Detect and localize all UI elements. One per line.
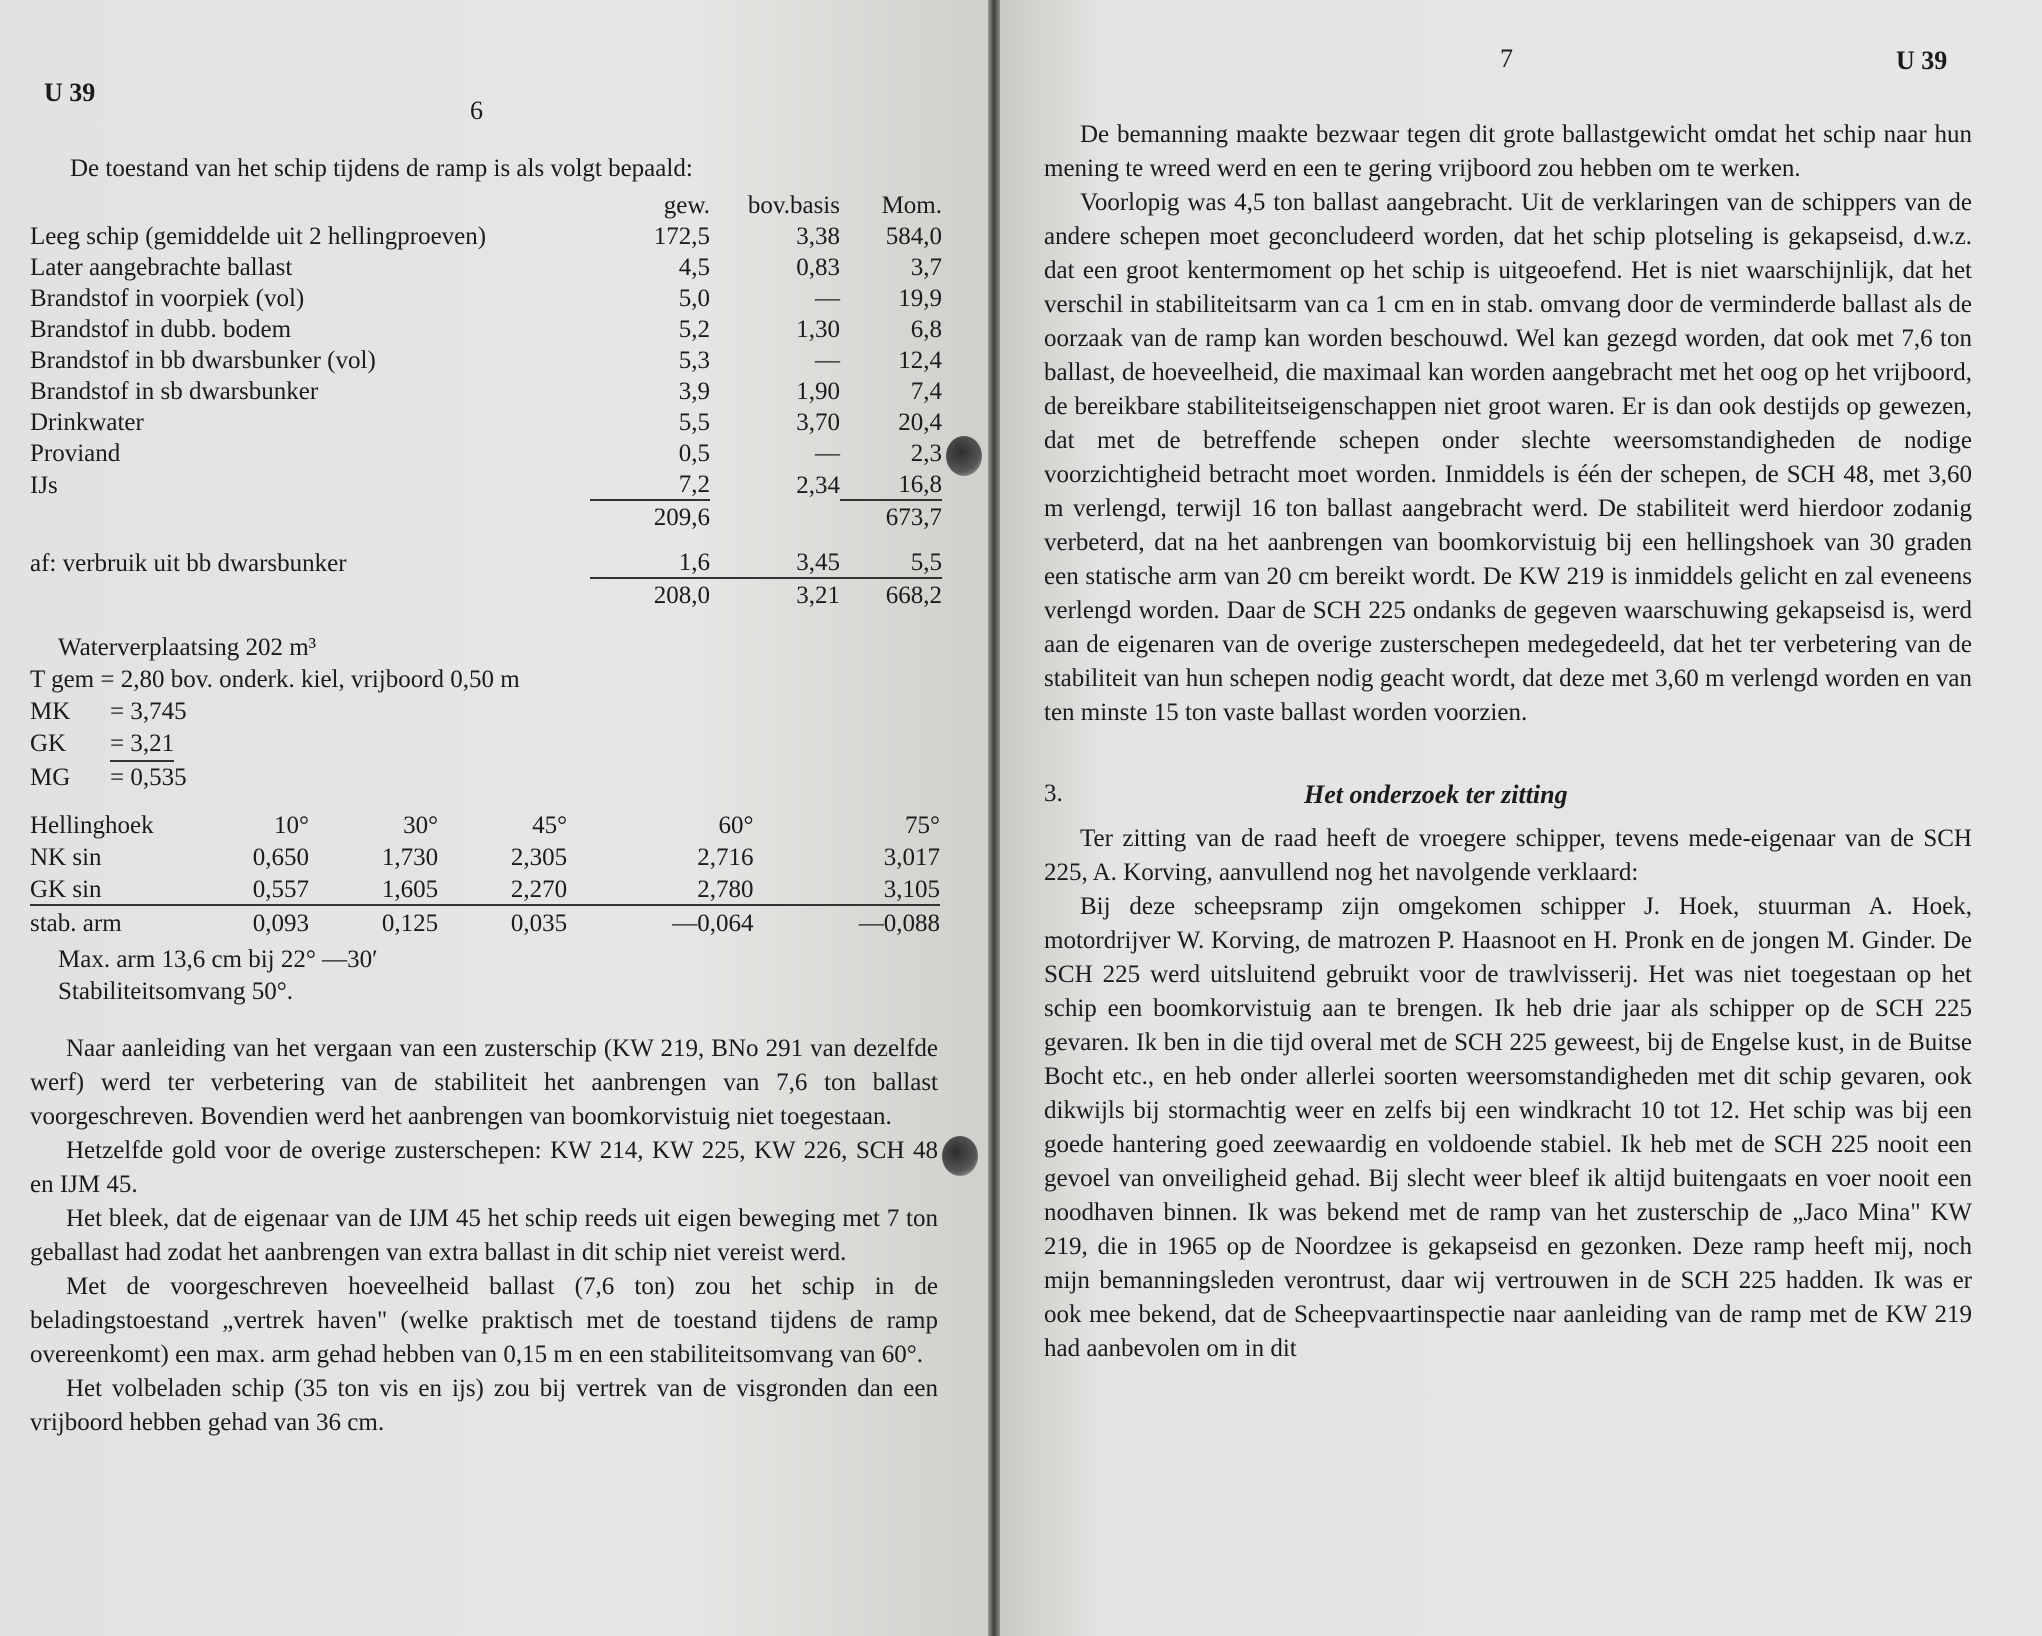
t-gem: T gem = 2,80 bov. onderk. kiel, vrijboord 0,50 m xyxy=(30,666,520,693)
left-page-number: 6 xyxy=(470,96,483,125)
book-gutter xyxy=(988,0,1000,1636)
max-arm: Max. arm 13,6 cm bij 22° —30′ xyxy=(58,946,378,973)
table-row: Proviand 0,5 — 2,3 xyxy=(30,440,942,467)
stab-row: NK sin 0,650 1,730 2,305 2,716 3,017 xyxy=(30,844,940,871)
subtotal-row: 209,6 673,7 xyxy=(30,500,942,532)
left-header-code: U 39 xyxy=(44,78,96,107)
stab-omvang: Stabiliteitsomvang 50°. xyxy=(58,978,293,1005)
left-page xyxy=(0,0,988,1636)
table-row: Drinkwater 5,5 3,70 20,4 xyxy=(30,409,942,436)
section-number: 3. xyxy=(1044,780,1063,807)
paragraph: Hetzelfde gold voor de overige zusterschepen: KW 214, KW 225, KW 226, SCH 48 en IJM 45. xyxy=(30,1137,938,1198)
paragraph: Het bleek, dat de eigenaar van de IJM 45 het schip reeds uit eigen beweging met 7 ton geballast had zodat het aanbrengen van extra ballast in dit schip niet vereist werd. xyxy=(30,1205,938,1266)
section-heading xyxy=(1044,780,1972,810)
right-page xyxy=(1000,0,2042,1636)
gk-line: GK = 3,21 xyxy=(30,728,938,762)
table-row: Brandstof in sb dwarsbunker 3,9 1,90 7,4 xyxy=(30,378,942,405)
mk-line: MK = 3,745 xyxy=(30,698,187,725)
right-page-number: 7 xyxy=(1500,44,1513,73)
waterverplaatsing: Waterverplaatsing 202 m³ xyxy=(58,634,317,661)
table-intro: De toestand van het schip tijdens de ramp is als volgt bepaald: xyxy=(70,155,693,182)
stab-row: GK sin 0,557 1,605 2,270 2,780 3,105 xyxy=(30,876,940,903)
table-row: Later aangebrachte ballast 4,5 0,83 3,7 xyxy=(30,254,942,281)
stab-header-row: Hellinghoek 10° 30° 45° 60° 75° xyxy=(30,812,940,839)
table-row: Leeg schip (gemiddelde uit 2 hellingproeven) 172,5 3,38 584,0 xyxy=(30,223,942,250)
paragraph: Bij deze scheepsramp zijn omgekomen schipper J. Hoek, stuurman A. Hoek, motordrijver W. Korving, de matrozen P. Haasnoot en H. Pronk en de jongen M. Ginder. De SCH 225 werd uitsluitend gebruikt voor de trawlvisserij. Het was niet toegestaan op het schip een boomkorvistuig aan te brengen. Ik heb drie jaar als schipper op de SCH 225 gevaren. Ik ben in die tijd overal met de SCH 225 geweest, bij de Engelse kust, in de Buitse Bocht etc., en heb onder allerlei soorten weersomstandigheden met dit schip gevaren, ook dikwijls bij stormachtig weer en zelfs bij een windkracht 10 tot 12. Het schip was bij een goede hantering goed zeewaardig en voldoende stabiel. Ik heb met de SCH 225 nooit een gevoel van onveiligheid gehad. Bij slecht weer bleef ik altijd buitengaats en voer nooit een noodhaven binnen. Ik was bekend met de ramp van het zusterschip de „Jaco Mina" KW 219, die in 1965 op de Noordzee is gekapseisd en gezonken. Deze ramp heeft mij, noch mijn bemanningsleden verontrust, daar wij vertrouwen in de SCH 225 hadden. Ik was er ook mee bekend, dat de Scheepvaartinspectie naar aanleiding van de ramp met de KW 219 had aanbevolen om in dit xyxy=(1044,893,1972,1362)
right-body-text xyxy=(1044,118,1972,1366)
paragraph: Ter zitting van de raad heeft de vroegere schipper, tevens mede-eigenaar van de SCH 225, A. Korving, aanvullend nog het navolgende verklaard: xyxy=(1044,825,1972,886)
table-row: IJs 7,2 2,34 16,8 xyxy=(30,471,942,499)
hydrostatic-values xyxy=(30,632,938,794)
weight-table xyxy=(30,190,942,610)
stability-table xyxy=(30,808,940,938)
table-row: Brandstof in voorpiek (vol) 5,0 — 19,9 xyxy=(30,285,942,312)
deduction-row: af: verbruik uit bb dwarsbunker 1,6 3,45 5,5 xyxy=(30,549,942,577)
paragraph: Met de voorgeschreven hoeveelheid ballast (7,6 ton) zou het schip in de beladingstoestand „vertrek haven" (welke praktisch met de toestand tijdens de ramp overeenkomt) een max. arm gehad hebben van 0,15 m en een stabiliteitsomvang van 60°. xyxy=(30,1273,938,1368)
paragraph: Het volbeladen schip (35 ton vis en ijs) zou bij vertrek van de visgronden dan een vrijboord hebben gehad van 36 cm. xyxy=(30,1375,938,1436)
binding-hole xyxy=(946,436,982,476)
stab-row: stab. arm 0,093 0,125 0,035 —0,064 —0,088 xyxy=(30,905,940,938)
binding-hole xyxy=(942,1136,978,1176)
col-header-mom: Mom. xyxy=(881,192,942,219)
total-row: 208,0 3,21 668,2 xyxy=(30,578,942,610)
right-header-code: U 39 xyxy=(1896,46,1948,75)
paragraph: De bemanning maakte bezwaar tegen dit grote ballastgewicht omdat het schip naar hun mening te wreed werd en een te gering vrijboord zou hebben om te werken. xyxy=(1044,121,1972,182)
max-arm-block xyxy=(30,944,938,1008)
col-header-bov: bov.basis xyxy=(747,192,840,219)
mg-line: MG = 0,535 xyxy=(30,764,187,791)
left-body-text xyxy=(30,1032,938,1440)
table-row: Brandstof in bb dwarsbunker (vol) 5,3 — 12,4 xyxy=(30,347,942,374)
paragraph: Naar aanleiding van het vergaan van een zusterschip (KW 219, BNo 291 van dezelfde werf) werd ter verbetering van de stabiliteit het aanbrengen van 7,6 ton ballast voorgeschreven. Bovendien werd het aanbrengen van boomkorvistuig niet toegestaan. xyxy=(30,1035,938,1130)
table-row: Brandstof in dubb. bodem 5,2 1,30 6,8 xyxy=(30,316,942,343)
section-title: Het onderzoek ter zitting xyxy=(1304,780,1568,809)
col-header-gew: gew. xyxy=(663,192,710,219)
paragraph: Voorlopig was 4,5 ton ballast aangebracht. Uit de verklaringen van de schippers van de andere schepen moet geconcludeerd worden, dat het schip plotseling is gekapseisd, d.w.z. dat een groot kentermoment op het schip is uitgeoefend. Het is niet waarschijnlijk, dat het verschil in stabiliteitsarm van ca 1 cm en in stab. omvang door de verminderde ballast als de oorzaak van de ramp kan worden beschouwd. Wel kan gezegd worden, dat ook met 7,6 ton ballast, de hoeveelheid, die maximaal kan worden aangebracht met het oog op het vrijboord, de bereikbare stabiliteitseigenschappen niet groot waren. Er is dan ook destijds op gewezen, dat met de betreffende schepen onder slechte weersomstandigheden de nodige voorzichtigheid betracht moet worden. Inmiddels is één der schepen, de SCH 48, met 3,60 m verlengd, terwijl 16 ton ballast aangebracht werd. De stabiliteit werd hierdoor zodanig verbeterd, dat na het aanbrengen van boomkorvistuig bij een hellingshoek van 30 graden een statische arm van 20 cm bereikt wordt. De KW 219 is inmiddels gelicht en zal eveneens verlengd worden. Daar de SCH 225 ondanks de gegeven waarschuwing gekapseisd is, werd aan de eigenaren van de overige zusterschepen medegedeeld, dat het ter verbetering van de stabiliteit van hun schepen nodig geacht wordt, dat deze met 3,60 m verlengd worden en van ten minste 15 ton vaste ballast worden voorzien. xyxy=(1044,189,1972,726)
